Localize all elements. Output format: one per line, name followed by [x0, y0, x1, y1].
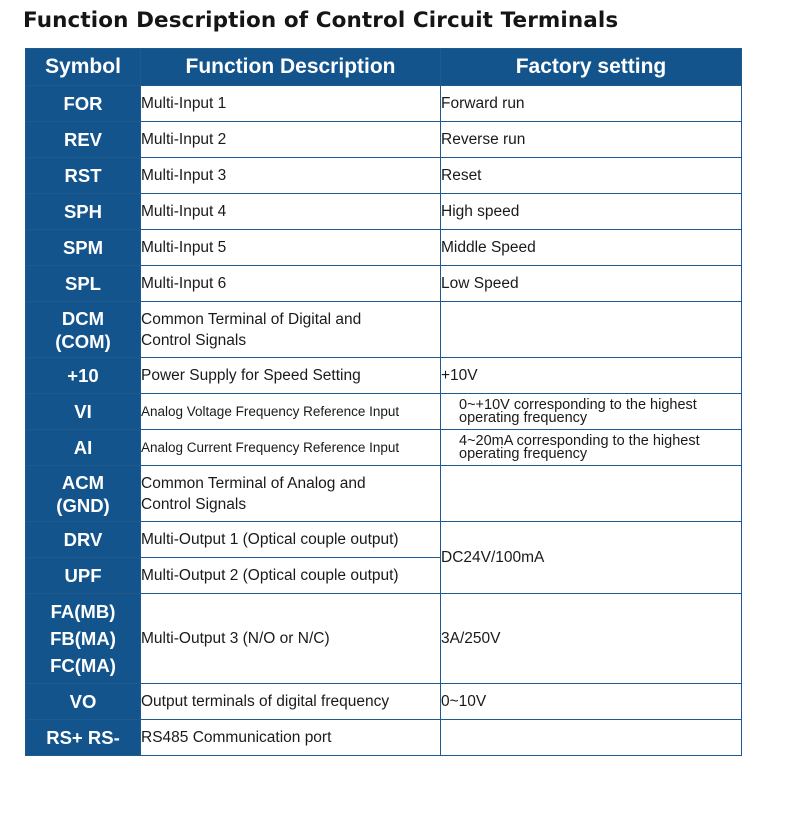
- symbol-line: (GND): [56, 494, 110, 516]
- function-cell: Multi-Output 1 (Optical couple output): [141, 522, 441, 558]
- function-cell: Multi-Input 3: [141, 158, 441, 194]
- header-factory-setting: Factory setting: [441, 49, 742, 86]
- symbol-cell: SPH: [26, 194, 141, 230]
- page-title: Function Description of Control Circuit Terminals: [23, 8, 619, 33]
- factory-cell: +10V: [441, 358, 742, 394]
- table-row: [26, 358, 742, 394]
- header-symbol: Symbol: [26, 49, 141, 86]
- factory-cell: Low Speed: [441, 266, 742, 302]
- table-row: [26, 594, 742, 684]
- function-cell: Multi-Input 5: [141, 230, 441, 266]
- function-cell: Power Supply for Speed Setting: [141, 358, 441, 394]
- function-cell: RS485 Communication port: [141, 720, 441, 756]
- symbol-cell: VI: [26, 394, 141, 430]
- symbol-cell: REV: [26, 122, 141, 158]
- symbol-cell: +10: [26, 358, 141, 394]
- factory-line: operating frequency: [459, 445, 588, 462]
- function-cell: [141, 466, 441, 522]
- function-line: Control Signals: [141, 331, 247, 349]
- symbol-line: DCM: [61, 307, 105, 329]
- symbol-line: FA(MB): [50, 601, 116, 622]
- symbol-line: ACM: [61, 471, 105, 493]
- table-row: [26, 430, 742, 466]
- factory-cell: [441, 430, 742, 466]
- factory-cell: [441, 466, 742, 522]
- table-row: [26, 720, 742, 756]
- table-row: [26, 684, 742, 720]
- factory-cell: [441, 720, 742, 756]
- function-cell: Analog Current Frequency Reference Input: [141, 430, 441, 466]
- function-line: Common Terminal of Analog and: [141, 474, 366, 492]
- function-cell: Multi-Input 4: [141, 194, 441, 230]
- function-cell: Multi-Output 3 (N/O or N/C): [141, 594, 441, 684]
- factory-cell: Forward run: [441, 86, 742, 122]
- symbol-cell: VO: [26, 684, 141, 720]
- factory-line: 0~+10V corresponding to the highest: [459, 396, 697, 413]
- table-row: [26, 86, 742, 122]
- symbol-cell: RS+ RS-: [26, 720, 141, 756]
- table-row: [26, 122, 742, 158]
- table-row: [26, 194, 742, 230]
- function-cell: Multi-Input 1: [141, 86, 441, 122]
- table-row: [26, 394, 742, 430]
- symbol-cell: SPL: [26, 266, 141, 302]
- factory-cell: High speed: [441, 194, 742, 230]
- factory-cell: Reverse run: [441, 122, 742, 158]
- function-line: Common Terminal of Digital and: [141, 310, 362, 328]
- header-function-description: Function Description: [141, 49, 441, 86]
- symbol-cell: DRV: [26, 522, 141, 558]
- symbol-cell: RST: [26, 158, 141, 194]
- symbol-line: (COM): [55, 330, 111, 352]
- function-cell: Multi-Input 6: [141, 266, 441, 302]
- table-row: [26, 158, 742, 194]
- factory-line: operating frequency: [459, 409, 588, 426]
- symbol-cell: [26, 466, 141, 522]
- symbol-cell: FOR: [26, 86, 141, 122]
- factory-cell: [441, 302, 742, 358]
- factory-cell: Middle Speed: [441, 230, 742, 266]
- function-line: Control Signals: [141, 495, 247, 513]
- factory-cell: [441, 394, 742, 430]
- factory-cell: Reset: [441, 158, 742, 194]
- factory-cell: 0~10V: [441, 684, 742, 720]
- factory-cell: DC24V/100mA: [441, 522, 742, 594]
- function-cell: Output terminals of digital frequency: [141, 684, 441, 720]
- function-cell: Multi-Input 2: [141, 122, 441, 158]
- factory-cell: 3A/250V: [441, 594, 742, 684]
- function-cell: Analog Voltage Frequency Reference Input: [141, 394, 441, 430]
- function-cell: Multi-Output 2 (Optical couple output): [141, 558, 441, 594]
- header-row: [26, 49, 742, 86]
- symbol-cell: [26, 302, 141, 358]
- table-row: [26, 522, 742, 558]
- table-row: [26, 266, 742, 302]
- function-cell: [141, 302, 441, 358]
- table-row: [26, 302, 742, 358]
- symbol-line: FC(MA): [50, 655, 116, 676]
- symbol-cell: AI: [26, 430, 141, 466]
- symbol-cell: UPF: [26, 558, 141, 594]
- symbol-line: FB(MA): [50, 628, 116, 649]
- symbol-cell: SPM: [26, 230, 141, 266]
- factory-line: 4~20mA corresponding to the highest: [459, 432, 700, 449]
- terminals-table: [25, 48, 742, 756]
- table-row: [26, 230, 742, 266]
- symbol-cell: [26, 594, 141, 684]
- table-row: [26, 466, 742, 522]
